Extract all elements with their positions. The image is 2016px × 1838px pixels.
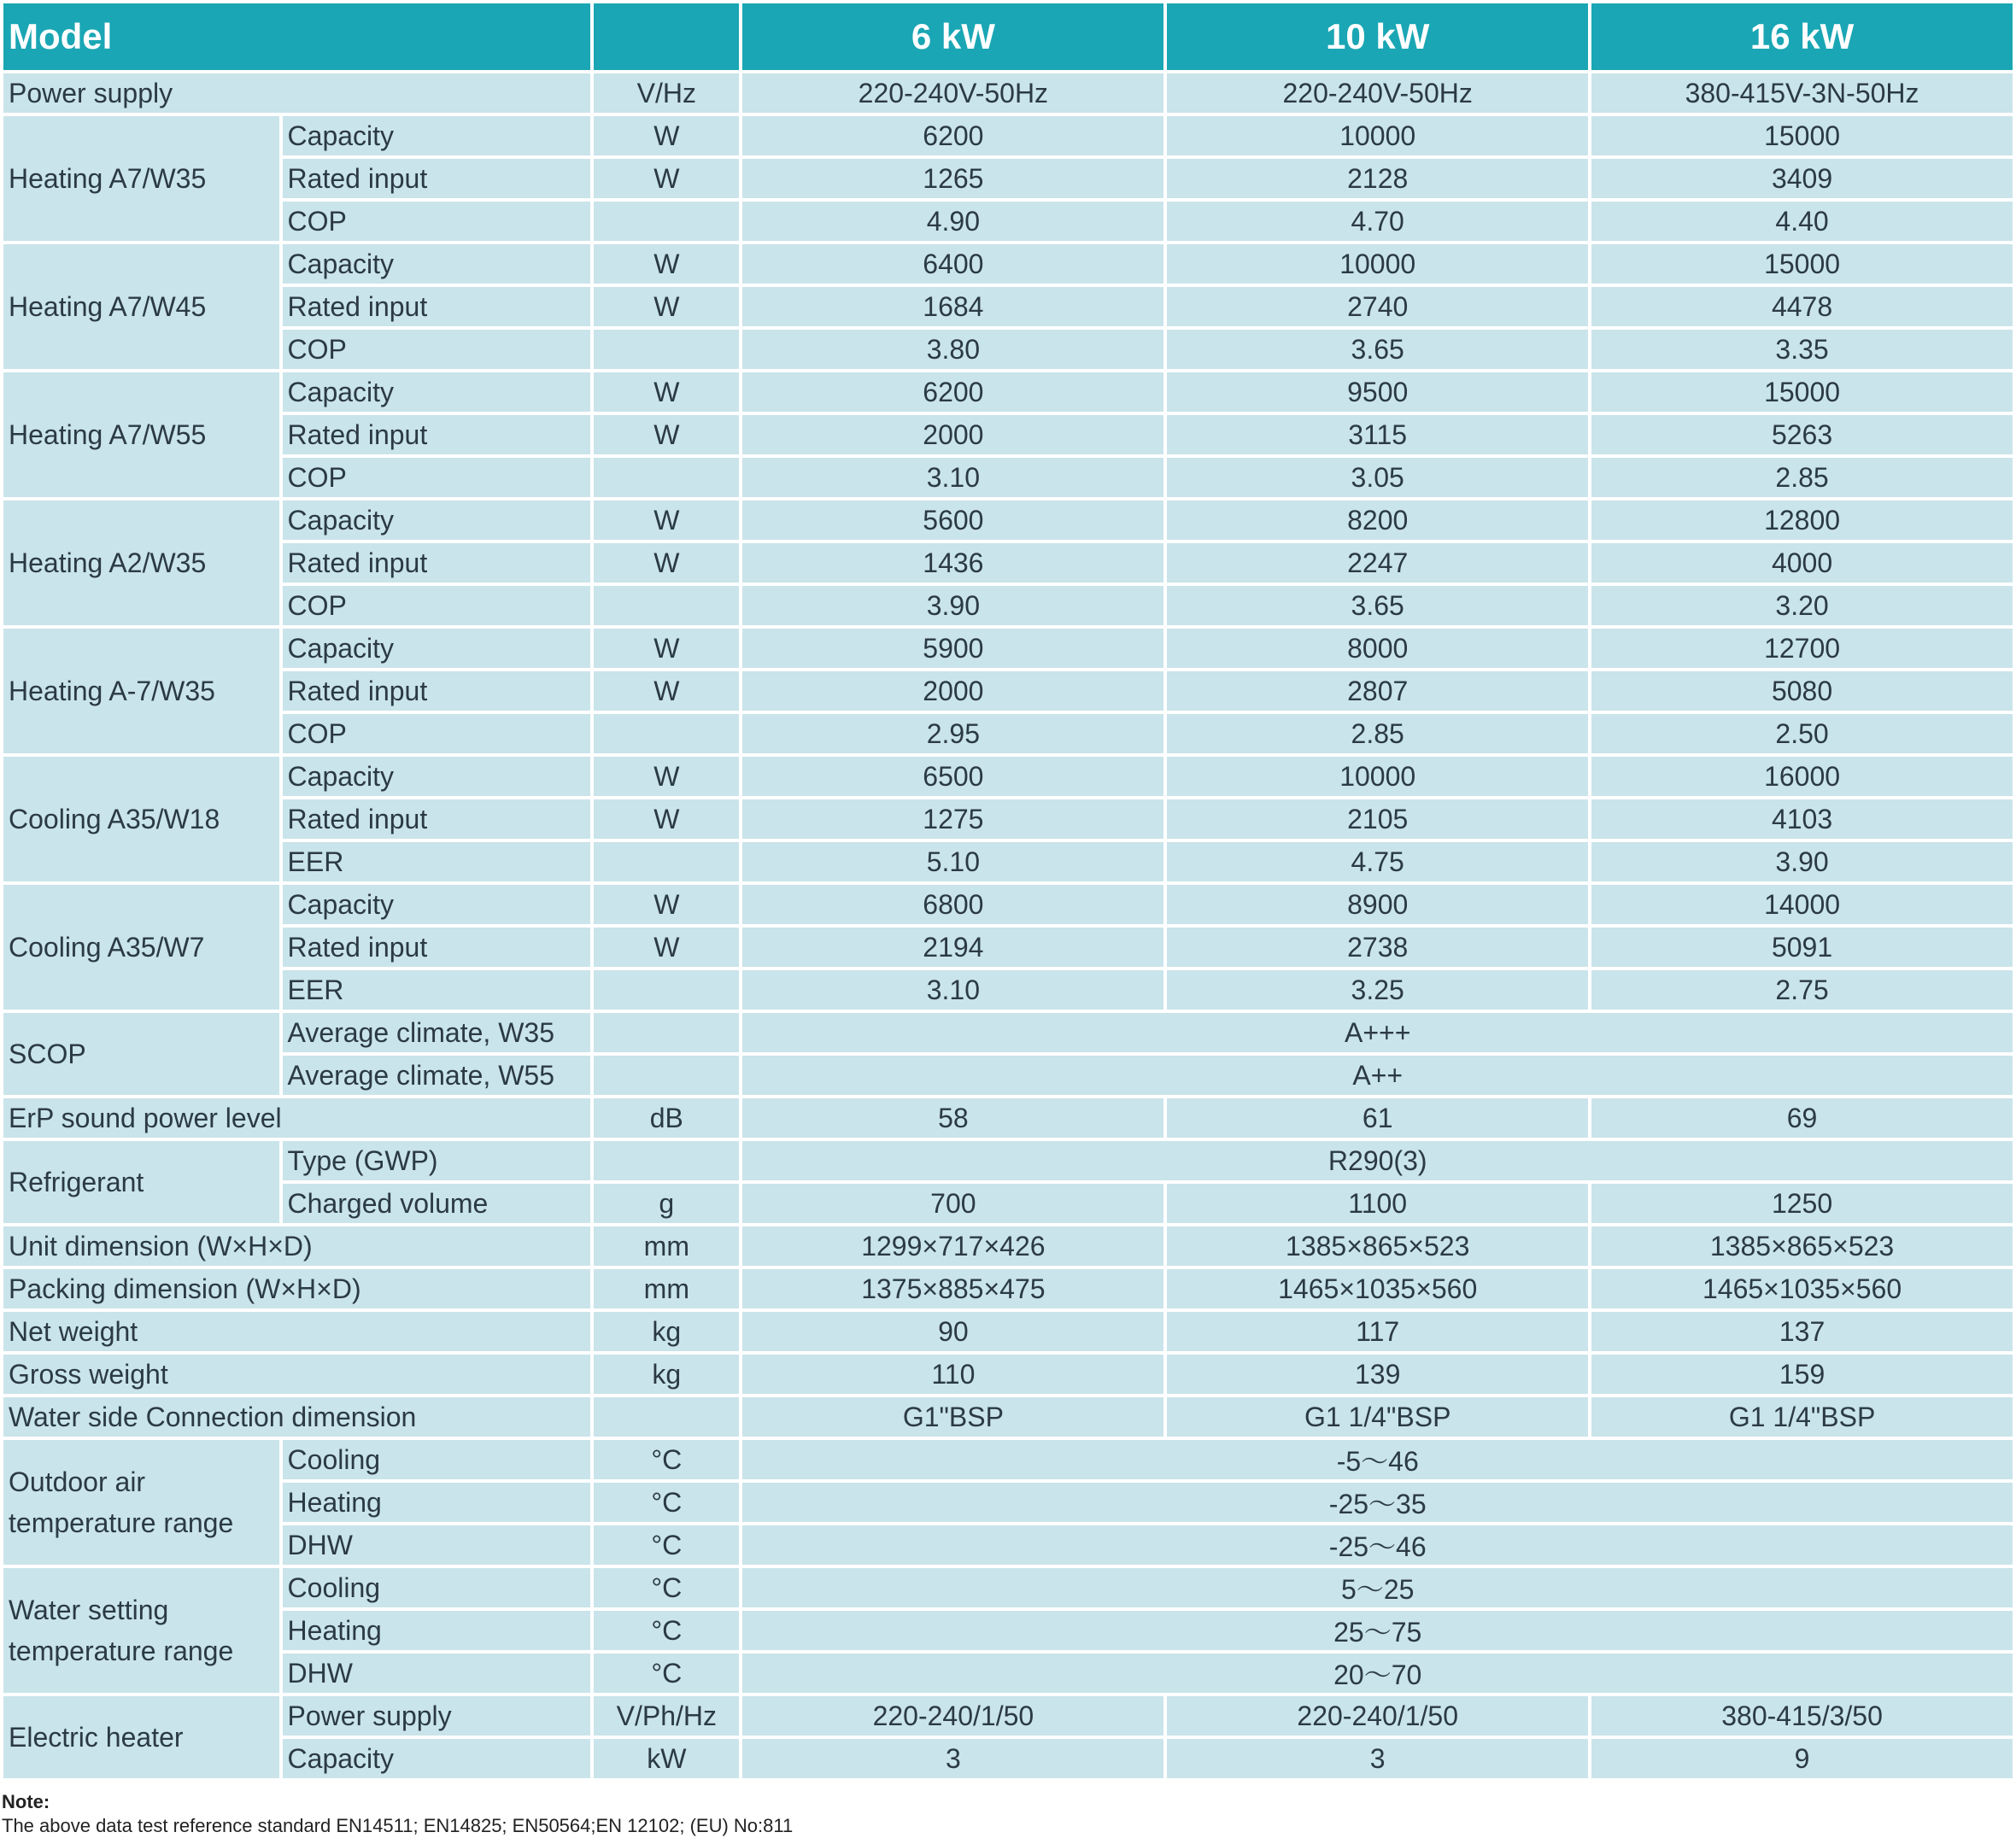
- unit-cell: kg: [594, 1312, 739, 1351]
- group-label-cooling-a35-w18: Cooling A35/W18: [3, 757, 279, 881]
- value-cell: 1100: [1167, 1184, 1588, 1223]
- value-cell: 4.90: [742, 202, 1163, 241]
- value-cell: 6500: [742, 757, 1163, 796]
- value-cell: 2105: [1167, 799, 1588, 839]
- table-row: [3, 586, 2013, 625]
- value-cell: 15000: [1591, 244, 2013, 284]
- unit-cell: dB: [594, 1098, 739, 1138]
- unit-cell: W: [594, 415, 739, 454]
- table-row: [3, 202, 2013, 241]
- value-cell: 15000: [1591, 116, 2013, 155]
- unit-cell: W: [594, 671, 739, 711]
- table-row: [3, 842, 2013, 881]
- unit-header: [594, 3, 739, 70]
- table-row: [3, 1739, 2013, 1778]
- table-row: [3, 1141, 2013, 1180]
- table-row: [3, 1654, 2013, 1693]
- value-cell: G1 1/4"BSP: [1591, 1397, 2013, 1437]
- value-cell: 3.90: [1591, 842, 2013, 881]
- table-row: [3, 970, 2013, 1010]
- value-cell: 159: [1591, 1355, 2013, 1394]
- value-cell: 220-240/1/50: [1167, 1696, 1588, 1736]
- value-cell: 90: [742, 1312, 1163, 1351]
- param-label: Rated input: [283, 287, 591, 326]
- value-cell: 8000: [1167, 629, 1588, 668]
- value-cell: 1436: [742, 543, 1163, 582]
- value-cell: 1465×1035×560: [1167, 1269, 1588, 1308]
- param-label: Capacity: [283, 1739, 591, 1778]
- value-cell: 3115: [1167, 415, 1588, 454]
- table-row: [3, 1440, 2013, 1479]
- value-cell: 380-415V-3N-50Hz: [1591, 73, 2013, 113]
- value-cell: 2000: [742, 415, 1163, 454]
- group-label-outdoor-air-temperature-range: Outdoor air temperature range: [3, 1440, 279, 1565]
- value-cell: 1385×865×523: [1591, 1226, 2013, 1266]
- value-cell: 3.90: [742, 586, 1163, 625]
- param-label: Heating: [283, 1611, 591, 1650]
- unit-cell: °C: [594, 1654, 739, 1693]
- param-label: Capacity: [283, 116, 591, 155]
- value-cell: 8900: [1167, 885, 1588, 924]
- table-row: [3, 1525, 2013, 1565]
- value-cell: 4.70: [1167, 202, 1588, 241]
- value-cell: 117: [1167, 1312, 1588, 1351]
- value-cell: 6400: [742, 244, 1163, 284]
- value-cell-all-models: 25～75: [742, 1611, 2013, 1650]
- unit-cell: W: [594, 287, 739, 326]
- value-cell-all-models: -25～35: [742, 1483, 2013, 1522]
- param-label: COP: [283, 458, 591, 497]
- unit-cell: mm: [594, 1226, 739, 1266]
- value-cell: G1 1/4"BSP: [1167, 1397, 1588, 1437]
- value-cell: 2247: [1167, 543, 1588, 582]
- note-text: The above data test reference standard EN14511; EN14825; EN50564;EN 12102; (EU) No:811: [2, 1815, 794, 1836]
- value-cell: 3.05: [1167, 458, 1588, 497]
- unit-cell: [594, 1013, 739, 1052]
- value-cell-all-models: -25～46: [742, 1525, 2013, 1565]
- table-row: [3, 1013, 2013, 1052]
- param-label: Capacity: [283, 372, 591, 412]
- table-row: [3, 1397, 2013, 1437]
- value-cell: 2740: [1167, 287, 1588, 326]
- unit-cell: [594, 1397, 739, 1437]
- param-label: EER: [283, 970, 591, 1010]
- value-cell: 700: [742, 1184, 1163, 1223]
- value-cell: 3.65: [1167, 330, 1588, 369]
- group-label-heating-a7-w55: Heating A7/W55: [3, 372, 279, 497]
- value-cell: 4478: [1591, 287, 2013, 326]
- value-cell: 8200: [1167, 500, 1588, 540]
- value-cell-all-models: A+++: [742, 1013, 2013, 1052]
- unit-cell: W: [594, 757, 739, 796]
- value-cell: 10000: [1167, 116, 1588, 155]
- value-cell: 2807: [1167, 671, 1588, 711]
- value-cell: 14000: [1591, 885, 2013, 924]
- table-row: [3, 287, 2013, 326]
- note: [2, 1790, 793, 1838]
- param-label: COP: [283, 202, 591, 241]
- param-label: Charged volume: [283, 1184, 591, 1223]
- model-6kw-header: 6 kW: [742, 3, 1163, 70]
- group-label-heating-a7-w35: Heating A7/W35: [3, 116, 279, 241]
- value-cell: 4103: [1591, 799, 2013, 839]
- unit-cell: °C: [594, 1568, 739, 1607]
- table-row: [3, 1098, 2013, 1138]
- table-row: [3, 543, 2013, 582]
- unit-cell: kW: [594, 1739, 739, 1778]
- value-cell: 6200: [742, 116, 1163, 155]
- param-label: Rated input: [283, 928, 591, 967]
- unit-cell: [594, 586, 739, 625]
- param-label: Rated input: [283, 671, 591, 711]
- unit-cell: V/Ph/Hz: [594, 1696, 739, 1736]
- value-cell: 1265: [742, 159, 1163, 198]
- unit-cell: °C: [594, 1440, 739, 1479]
- unit-cell: mm: [594, 1269, 739, 1308]
- table-row: [3, 244, 2013, 284]
- param-label: Cooling: [283, 1440, 591, 1479]
- value-cell: 58: [742, 1098, 1163, 1138]
- value-cell: 2738: [1167, 928, 1588, 967]
- table-row: [3, 159, 2013, 198]
- row-label-water-side-connection-dimension: Water side Connection dimension: [3, 1397, 590, 1437]
- table-row: [3, 330, 2013, 369]
- value-cell: 10000: [1167, 757, 1588, 796]
- param-label: Type (GWP): [283, 1141, 591, 1180]
- unit-cell: W: [594, 372, 739, 412]
- param-label: Rated input: [283, 799, 591, 839]
- value-cell: 3.65: [1167, 586, 1588, 625]
- table-row: [3, 415, 2013, 454]
- unit-cell: °C: [594, 1525, 739, 1565]
- value-cell: G1"BSP: [742, 1397, 1163, 1437]
- table-row: [3, 714, 2013, 753]
- value-cell: 6200: [742, 372, 1163, 412]
- param-label: Average climate, W35: [283, 1013, 591, 1052]
- value-cell: 2.85: [1591, 458, 2013, 497]
- value-cell: 5080: [1591, 671, 2013, 711]
- unit-cell: W: [594, 543, 739, 582]
- value-cell: 6800: [742, 885, 1163, 924]
- value-cell: 3.10: [742, 970, 1163, 1010]
- value-cell: 3: [1167, 1739, 1588, 1778]
- table-row: [3, 1355, 2013, 1394]
- param-label: Rated input: [283, 415, 591, 454]
- value-cell: 1684: [742, 287, 1163, 326]
- value-cell: 3409: [1591, 159, 2013, 198]
- table-row: [3, 372, 2013, 412]
- value-cell: 9500: [1167, 372, 1588, 412]
- row-label-packing-dimension-w-h-d: Packing dimension (W×H×D): [3, 1269, 590, 1308]
- unit-cell: W: [594, 116, 739, 155]
- row-label-net-weight: Net weight: [3, 1312, 590, 1351]
- value-cell: 15000: [1591, 372, 2013, 412]
- group-label-heating-a-7-w35: Heating A-7/W35: [3, 629, 279, 753]
- group-label-heating-a2-w35: Heating A2/W35: [3, 500, 279, 625]
- value-cell: 5.10: [742, 842, 1163, 881]
- table-row: [3, 1226, 2013, 1266]
- table-row: [3, 629, 2013, 668]
- param-label: EER: [283, 842, 591, 881]
- unit-cell: W: [594, 159, 739, 198]
- value-cell: 3: [742, 1739, 1163, 1778]
- table-row: [3, 458, 2013, 497]
- unit-cell: °C: [594, 1483, 739, 1522]
- table-row: [3, 1568, 2013, 1607]
- unit-cell: [594, 1056, 739, 1095]
- table-row: [3, 116, 2013, 155]
- unit-cell: [594, 458, 739, 497]
- value-cell: 2.85: [1167, 714, 1588, 753]
- value-cell: 2.50: [1591, 714, 2013, 753]
- value-cell: 2.95: [742, 714, 1163, 753]
- model-10kw-header: 10 kW: [1167, 3, 1588, 70]
- value-cell: 3.80: [742, 330, 1163, 369]
- value-cell: 139: [1167, 1355, 1588, 1394]
- table-row: [3, 1696, 2013, 1736]
- value-cell: 220-240/1/50: [742, 1696, 1163, 1736]
- param-label: COP: [283, 714, 591, 753]
- value-cell: 5600: [742, 500, 1163, 540]
- param-label: Heating: [283, 1483, 591, 1522]
- unit-cell: kg: [594, 1355, 739, 1394]
- table-row: [3, 500, 2013, 540]
- table-row: [3, 671, 2013, 711]
- table-row: [3, 757, 2013, 796]
- value-cell: 220-240V-50Hz: [1167, 73, 1588, 113]
- group-label-electric-heater: Electric heater: [3, 1696, 279, 1778]
- value-cell: 10000: [1167, 244, 1588, 284]
- value-cell: 4000: [1591, 543, 2013, 582]
- unit-cell: W: [594, 629, 739, 668]
- param-label: Capacity: [283, 629, 591, 668]
- model-header: Model: [3, 3, 590, 70]
- param-label: Capacity: [283, 757, 591, 796]
- value-cell: 9: [1591, 1739, 2013, 1778]
- unit-cell: [594, 970, 739, 1010]
- header-row: [3, 3, 2013, 70]
- unit-cell: [594, 842, 739, 881]
- value-cell: 61: [1167, 1098, 1588, 1138]
- param-label: DHW: [283, 1525, 591, 1565]
- row-label-erp-sound-power-level: ErP sound power level: [3, 1098, 590, 1138]
- value-cell: 69: [1591, 1098, 2013, 1138]
- group-label-scop: SCOP: [3, 1013, 279, 1095]
- value-cell: 12800: [1591, 500, 2013, 540]
- group-label-cooling-a35-w7: Cooling A35/W7: [3, 885, 279, 1010]
- value-cell-all-models: R290(3): [742, 1141, 2013, 1180]
- unit-cell: W: [594, 799, 739, 839]
- value-cell: 1375×885×475: [742, 1269, 1163, 1308]
- row-label-gross-weight: Gross weight: [3, 1355, 590, 1394]
- unit-cell: W: [594, 928, 739, 967]
- value-cell: 2194: [742, 928, 1163, 967]
- value-cell: 4.75: [1167, 842, 1588, 881]
- unit-cell: g: [594, 1184, 739, 1223]
- value-cell: 110: [742, 1355, 1163, 1394]
- table-row: [3, 885, 2013, 924]
- param-label: Rated input: [283, 159, 591, 198]
- group-label-heating-a7-w45: Heating A7/W45: [3, 244, 279, 369]
- table-row: [3, 799, 2013, 839]
- row-label-power-supply: Power supply: [3, 73, 590, 113]
- value-cell: 5091: [1591, 928, 2013, 967]
- value-cell: 380-415/3/50: [1591, 1696, 2013, 1736]
- param-label: Capacity: [283, 500, 591, 540]
- unit-cell: W: [594, 500, 739, 540]
- group-label-water-setting-temperature-range: Water setting temperature range: [3, 1568, 279, 1693]
- value-cell: 3.20: [1591, 586, 2013, 625]
- table-row: [3, 1312, 2013, 1351]
- value-cell-all-models: 5～25: [742, 1568, 2013, 1607]
- unit-cell: [594, 330, 739, 369]
- value-cell-all-models: 20～70: [742, 1654, 2013, 1693]
- value-cell: 1250: [1591, 1184, 2013, 1223]
- value-cell: 1465×1035×560: [1591, 1269, 2013, 1308]
- value-cell: 16000: [1591, 757, 2013, 796]
- value-cell: 2.75: [1591, 970, 2013, 1010]
- table-row: [3, 1611, 2013, 1650]
- table-row: [3, 1056, 2013, 1095]
- param-label: Cooling: [283, 1568, 591, 1607]
- unit-cell: [594, 714, 739, 753]
- model-16kw-header: 16 kW: [1591, 3, 2013, 70]
- value-cell-all-models: -5～46: [742, 1440, 2013, 1479]
- table-row: [3, 73, 2013, 113]
- table-row: [3, 928, 2013, 967]
- note-title: Note:: [2, 1791, 50, 1812]
- param-label: DHW: [283, 1654, 591, 1693]
- param-label: Power supply: [283, 1696, 591, 1736]
- value-cell: 1275: [742, 799, 1163, 839]
- value-cell: 220-240V-50Hz: [742, 73, 1163, 113]
- unit-cell: [594, 1141, 739, 1180]
- value-cell: 2000: [742, 671, 1163, 711]
- value-cell: 2128: [1167, 159, 1588, 198]
- param-label: COP: [283, 586, 591, 625]
- unit-cell: W: [594, 244, 739, 284]
- value-cell: 137: [1591, 1312, 2013, 1351]
- unit-cell: V/Hz: [594, 73, 739, 113]
- value-cell-all-models: A++: [742, 1056, 2013, 1095]
- unit-cell: W: [594, 885, 739, 924]
- table-row: [3, 1269, 2013, 1308]
- table-row: [3, 1483, 2013, 1522]
- unit-cell: [594, 202, 739, 241]
- table-row: [3, 1184, 2013, 1223]
- value-cell: 5900: [742, 629, 1163, 668]
- value-cell: 3.35: [1591, 330, 2013, 369]
- value-cell: 3.10: [742, 458, 1163, 497]
- param-label: Capacity: [283, 885, 591, 924]
- value-cell: 1299×717×426: [742, 1226, 1163, 1266]
- row-label-unit-dimension-w-h-d: Unit dimension (W×H×D): [3, 1226, 590, 1266]
- value-cell: 4.40: [1591, 202, 2013, 241]
- group-label-refrigerant: Refrigerant: [3, 1141, 279, 1223]
- value-cell: 5263: [1591, 415, 2013, 454]
- value-cell: 1385×865×523: [1167, 1226, 1588, 1266]
- param-label: COP: [283, 330, 591, 369]
- value-cell: 12700: [1591, 629, 2013, 668]
- spec-table-body: [3, 3, 2013, 1778]
- param-label: Capacity: [283, 244, 591, 284]
- value-cell: 3.25: [1167, 970, 1588, 1010]
- unit-cell: °C: [594, 1611, 739, 1650]
- param-label: Average climate, W55: [283, 1056, 591, 1095]
- param-label: Rated input: [283, 543, 591, 582]
